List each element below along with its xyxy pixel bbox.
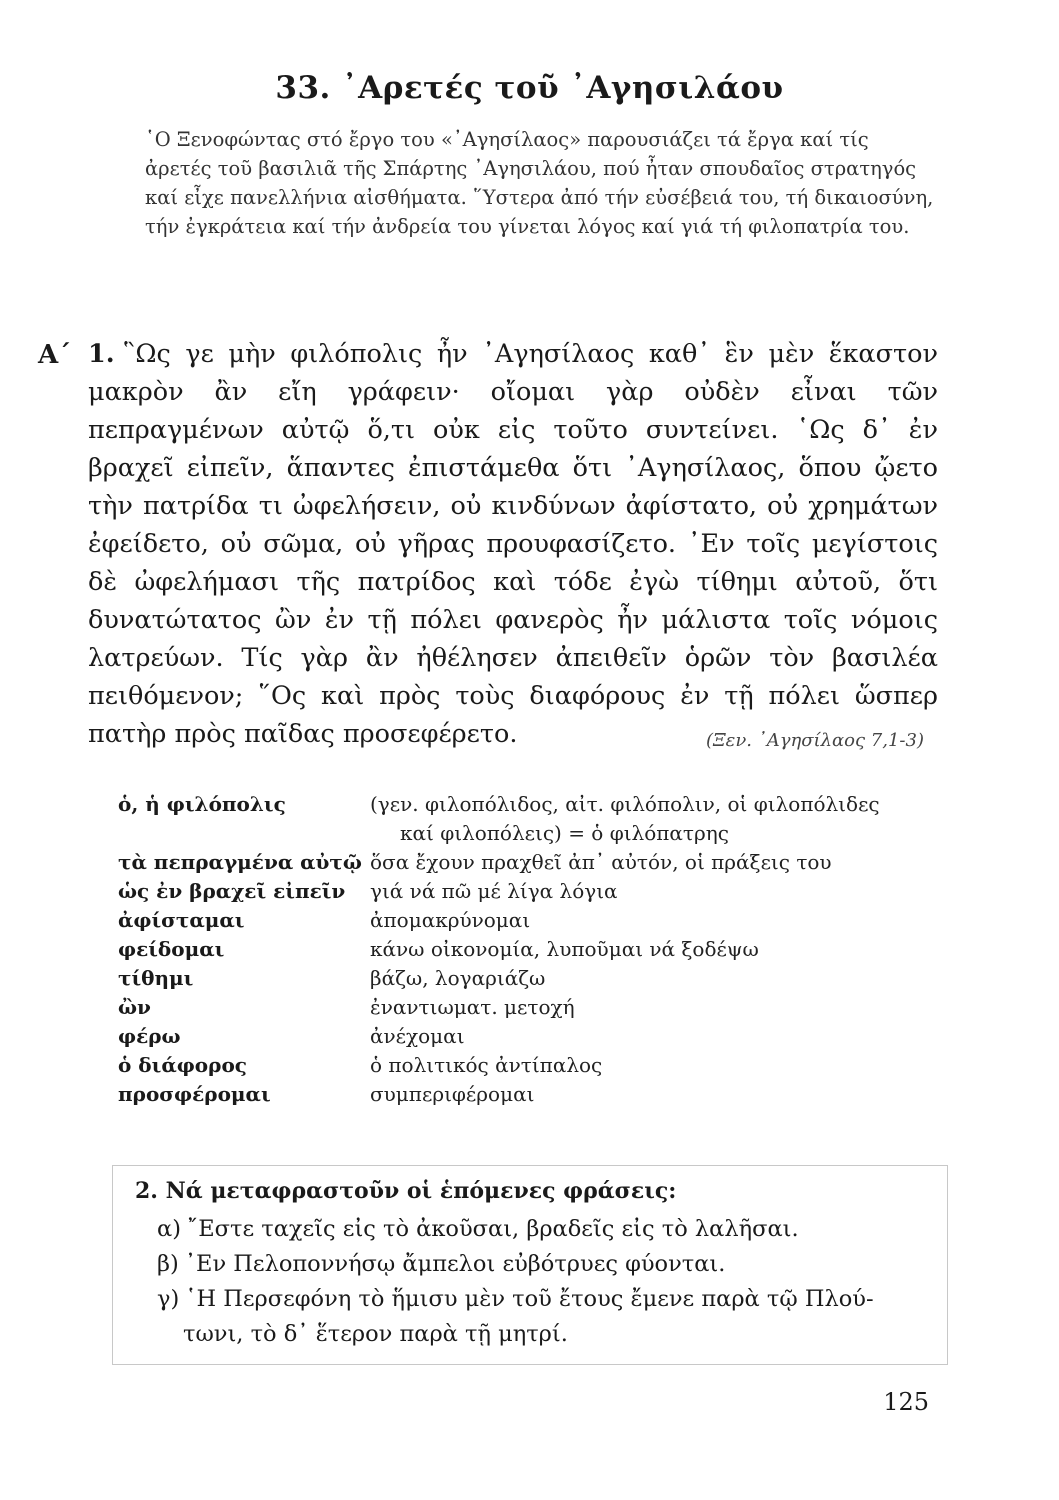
exercise-item-text: ᾿Εν Πελοποννήσῳ ἄμπελοι εὐβότρυες φύονται. <box>184 1251 726 1277</box>
vocab-term: ὁ, ἡ φιλόπολις <box>118 792 286 816</box>
vocab-term: τίθημι <box>118 966 194 990</box>
vocab-row <box>118 877 938 906</box>
vocab-definition: συμπεριφέρομαι <box>370 1082 535 1106</box>
vocab-definition: ἀνέχομαι <box>370 1024 465 1048</box>
vocab-row <box>118 1080 938 1109</box>
vocab-row <box>118 848 938 877</box>
vocab-row <box>118 1022 938 1051</box>
vocab-term: ὢν <box>118 995 151 1019</box>
exercise-box <box>112 1165 948 1365</box>
vocab-definition: γιά νά πῶ μέ λίγα λόγια <box>370 879 618 903</box>
vocab-definition: βάζω, λογαριάζω <box>370 966 546 990</box>
vocab-row <box>118 906 938 935</box>
exercise-item <box>135 1212 929 1247</box>
passage-body: ῝Ως γε μὴν φιλόπολις ἦν ᾿Αγησίλαος καθ᾿ ἓν μὲν ἕκαστον μακρὸν ἂν εἴη γράφειν· οἴομαι γὰρ οὐδὲν εἶναι τῶν πεπραγμένων αὐτῷ ὅ,τι οὐκ εἰς τοῦτο συντείνει. ῾Ως δ᾿ ἐν βραχεῖ εἰπεῖν, ἅπαντες ἐπιστάμεθα ὅτι ᾿Αγησίλαος, ὅπου ᾤετο τὴν πατρίδα τι ὠφελήσειν, οὐ κινδύνων ἀφίστατο, οὐ χρημάτων ἐφείδετο, οὐ σῶμα, οὐ γῆρας προυφασίζετο. ᾿Εν τοῖς μεγίστοις δὲ ὠφελήμασι τῆς πατρίδος καὶ τόδε ἐγὼ τίθημι αὐτοῦ, ὅτι δυνατώτατος ὢν ἐν τῇ πόλει φανερὸς ἦν μάλιστα τοῖς νόμοις λατρεύων. Τίς γὰρ ἂν ἠθέλησεν ἀπειθεῖν ὁρῶν τὸν βασιλέα πειθόμενον; ῞Ος καὶ πρὸς τοὺς διαφόρους ἐν τῇ πόλει ὥσπερ πατὴρ πρὸς παῖδας προσεφέρετο. <box>88 339 938 749</box>
exercise-item-label: β) <box>157 1251 179 1277</box>
vocab-row <box>118 993 938 1022</box>
exercise-item-text: ῾Η Περσεφόνη τὸ ἥμισυ μὲν τοῦ ἔτους ἔμενε παρὰ τῷ Πλού- <box>185 1286 874 1312</box>
vocab-term: ἀφίσταμαι <box>118 908 245 932</box>
exercise-item <box>135 1247 929 1282</box>
intro-paragraph: ῾Ο Ξενοφώντας στό ἔργο του «᾿Αγησίλαος» παρουσιάζει τά ἔργα καί τίς ἀρετές τοῦ βασιλιᾶ τῆς Σπάρτης ᾿Αγησιλάου, πού ἦταν σπουδαῖος στρατηγός καί εἶχε πανελλήνια αἰσθήματα. ῞Υστερα ἀπό τήν εὐσέβειά του, τή δικαιοσύνη, τήν ἐγκράτεια καί τήν ἀνδρεία του γίνεται λόγος καί γιά τή φιλοπατρία του. <box>145 128 934 238</box>
vocab-term: τὰ πεπραγμένα αὐτῷ <box>118 850 362 874</box>
exercise-title: 2. Νά μεταφραστοῦν οἱ ἑπόμενες φράσεις: <box>135 1178 677 1204</box>
vocab-definition: ὅσα ἔχουν πραχθεῖ ἀπ᾿ αὐτόν, οἱ πράξεις του <box>370 850 832 874</box>
vocabulary-list <box>118 790 938 1109</box>
exercise-item-text: ῎Εστε ταχεῖς εἰς τὸ ἀκοῦσαι, βραδεῖς εἰς τὸ λαλῆσαι. <box>186 1216 799 1242</box>
vocab-row <box>118 935 938 964</box>
passage-number: 1. <box>88 339 115 369</box>
vocab-definition: κάνω οἰκονομία, λυποῦμαι νά ξοδέψω <box>370 937 759 961</box>
exercise-item-label: γ) <box>157 1286 180 1312</box>
vocab-term: ὁ διάφορος <box>118 1053 247 1077</box>
exercise-item <box>135 1282 929 1352</box>
vocab-definition: ἀπομακρύνομαι <box>370 908 531 932</box>
vocab-definition-continuation: καί φιλοπόλεις) = ὁ φιλόπατρης <box>400 821 729 845</box>
vocab-definition <box>370 790 938 848</box>
source-citation: (Ξεν. ᾿Αγησίλαος 7,1-3) <box>705 730 924 751</box>
vocab-term: ὡς ἐν βραχεῖ εἰπεῖν <box>118 879 346 903</box>
vocab-row <box>118 790 938 848</box>
lesson-title: 33. ᾿Αρετές τοῦ ᾿Αγησιλάου <box>275 70 784 106</box>
vocab-term: προσφέρομαι <box>118 1082 271 1106</box>
exercise-item-continuation: τωνι, τὸ δ᾿ ἕτερον παρὰ τῇ μητρί. <box>183 1321 568 1347</box>
vocab-row <box>118 964 938 993</box>
main-text <box>88 335 938 753</box>
vocab-term: φείδομαι <box>118 937 225 961</box>
vocab-definition: ὁ πολιτικός ἀντίπαλος <box>370 1053 603 1077</box>
section-marker: Α΄ <box>38 340 72 370</box>
exercise-item-label: α) <box>157 1216 181 1242</box>
vocab-row <box>118 1051 938 1080</box>
vocab-definition-line: (γεν. φιλοπόλιδος, αἰτ. φιλόπολιν, οἱ φιλοπόλιδες <box>370 792 880 816</box>
vocab-definition: ἐναντιωματ. μετοχή <box>370 995 575 1019</box>
vocab-term: φέρω <box>118 1024 181 1048</box>
page-number: 125 <box>883 1388 929 1416</box>
